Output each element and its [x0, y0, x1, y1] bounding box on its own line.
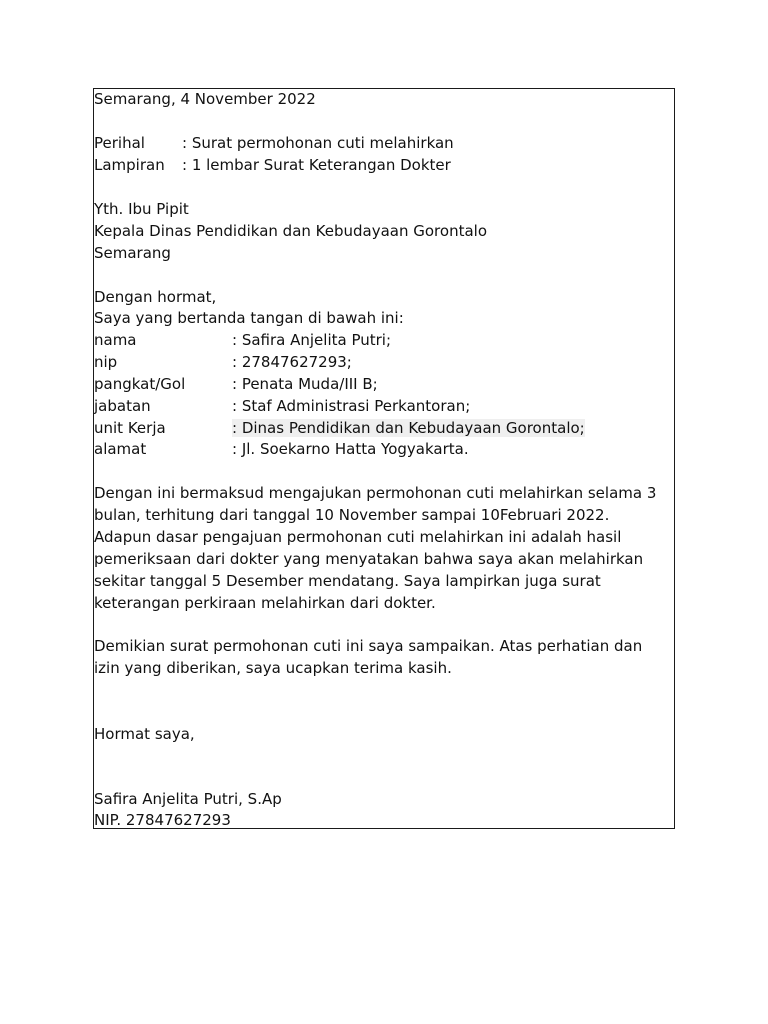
identity-row-nama [94, 330, 391, 350]
identity-value: : Penata Muda/III B; [232, 375, 378, 393]
signer-name: Safira Anjelita Putri, S.Ap [94, 790, 282, 808]
identity-label: pangkat/Gol [94, 375, 186, 393]
body-line: Adapun dasar pengajuan permohonan cuti melahirkan ini adalah hasil [94, 528, 622, 546]
identity-value: : Dinas Pendidikan dan Kebudayaan Gorontalo; [232, 419, 585, 437]
identity-row-jabatan [94, 396, 470, 416]
place-date: Semarang, 4 November 2022 [94, 90, 316, 108]
intro-text: Saya yang bertanda tangan di bawah ini: [94, 309, 404, 327]
identity-row-unit-kerja [94, 418, 585, 438]
lampiran-label: Lampiran [94, 156, 165, 174]
lampiran-value: : 1 lembar Surat Keterangan Dokter [182, 156, 451, 174]
identity-value: : 27847627293; [232, 353, 352, 371]
perihal-label: Perihal [94, 134, 145, 152]
greeting: Dengan hormat, [94, 288, 217, 306]
closing-line: Demikian surat permohonan cuti ini saya sampaikan. Atas perhatian dan [94, 637, 643, 655]
body-line: keterangan perkiraan melahirkan dari dokter. [94, 594, 436, 612]
identity-label: nip [94, 353, 118, 371]
identity-label: jabatan [94, 397, 151, 415]
identity-value: : Staf Administrasi Perkantoran; [232, 397, 471, 415]
perihal-value: : Surat permohonan cuti melahirkan [182, 134, 454, 152]
body-line: bulan, terhitung dari tanggal 10 November sampai 10Februari 2022. [94, 506, 610, 524]
identity-value: : Jl. Soekarno Hatta Yogyakarta. [232, 440, 469, 458]
identity-row-pangkat [94, 374, 378, 394]
recipient-position: Kepala Dinas Pendidikan dan Kebudayaan Gorontalo [94, 222, 487, 240]
body-line: pemeriksaan dari dokter yang menyatakan bahwa saya akan melahirkan [94, 550, 644, 568]
identity-row-alamat [94, 439, 469, 459]
closing-line: izin yang diberikan, saya ucapkan terima kasih. [94, 659, 452, 677]
recipient-name: Yth. Ibu Pipit [94, 200, 189, 218]
recipient-city: Semarang [94, 244, 171, 262]
identity-value: : Safira Anjelita Putri; [232, 331, 392, 349]
signer-nip: NIP. 27847627293 [94, 811, 231, 829]
identity-label: nama [94, 331, 137, 349]
identity-row-nip [94, 352, 352, 372]
body-line: Dengan ini bermaksud mengajukan permohonan cuti melahirkan selama 3 [94, 484, 657, 502]
body-line: sekitar tanggal 5 Desember mendatang. Saya lampirkan juga surat [94, 572, 601, 590]
lampiran-row [94, 155, 451, 175]
perihal-row [94, 133, 454, 153]
identity-label: alamat [94, 440, 147, 458]
identity-label: unit Kerja [94, 419, 166, 437]
regards: Hormat saya, [94, 725, 195, 743]
